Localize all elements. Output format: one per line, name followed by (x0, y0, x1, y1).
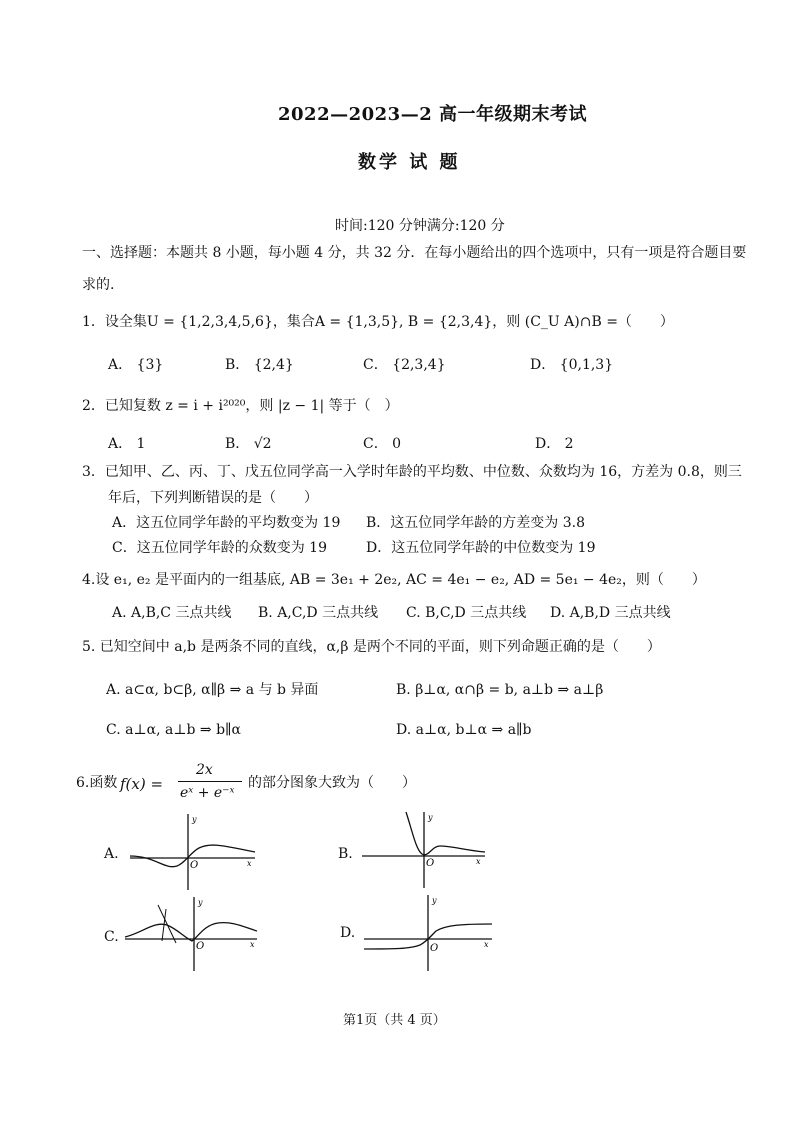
graph-b (360, 810, 490, 890)
question-3-stem-line2: 年后，下列判断错误的是（ ） (108, 490, 318, 506)
q5-option-b: B. β⊥α, α∩β = b, a⊥b ⇒ a⊥β (396, 682, 604, 698)
time-info: 时间:120 分钟满分:120 分 (335, 218, 505, 234)
graph-c-curve (125, 923, 257, 941)
question-4-stem: 4.设 e₁, e₂ 是平面内的一组基底, AB = 3e₁ + 2e₂, AC = 4e₁ − e₂, AD = 5e₁ − 4e₂，则（ ） (82, 572, 706, 588)
q3-option-d: D．这五位同学年龄的中位数变为 19 (366, 540, 596, 556)
question-3-stem-line1: 3．已知甲、乙、丙、丁、戊五位同学高一入学时年龄的平均数、中位数、众数均为 16，方差为 0.8，则三 (82, 464, 742, 480)
q2-option-a: A． 1 (108, 436, 146, 452)
question-6-func-lhs: f(x) = (120, 775, 164, 793)
question-1-stem: 1．设全集U = {1,2,3,4,5,6}，集合A = {1,3,5}, B = {2,3,4}，则 (C_U A)∩B =（ ） (82, 314, 674, 330)
question-6-stem-suffix: 的部分图象大致为（ ） (248, 775, 416, 791)
graph-d-y-label: y (432, 896, 437, 905)
exam-subtitle: 数学 试 题 (358, 152, 461, 173)
q4-option-c: C. B,C,D 三点共线 (406, 605, 527, 621)
q4-option-d: D. A,B,D 三点共线 (550, 605, 671, 621)
q1-option-c: C． {2,3,4} (363, 357, 446, 373)
q5-option-a: A. a⊂α, b⊂β, α∥β ⇒ a 与 b 异面 (106, 682, 319, 698)
graph-c-origin: O (196, 941, 205, 952)
q2-option-b: B． √2 (225, 436, 272, 452)
graph-d-x-label: x (484, 940, 489, 949)
q5-option-d: D. a⊥α, b⊥α ⇒ a∥b (396, 722, 532, 738)
graph-b-curve (406, 812, 485, 855)
graph-c-y-label: y (198, 898, 203, 907)
question-2-stem: 2．已知复数 z = i + i²⁰²⁰，则 |z − 1| 等于（ ） (82, 398, 399, 414)
question-6-stem-prefix: 6.函数 (76, 775, 118, 791)
graph-b-x-label: x (476, 857, 481, 866)
exam-title: 2022—2023—2 高一年级期末考试 (278, 104, 587, 125)
q3-option-a: A．这五位同学年龄的平均数变为 19 (112, 515, 341, 531)
q2-option-d: D． 2 (535, 436, 574, 452)
q3-option-c: C．这五位同学年龄的众数变为 19 (112, 540, 327, 556)
graph-a-origin: O (190, 860, 199, 871)
section-instruction-line2: 求的. (82, 277, 115, 293)
graph-c-x-label: x (250, 940, 255, 949)
graph-d-origin: O (430, 943, 439, 954)
graph-b-origin: O (426, 858, 435, 869)
q1-option-d: D． {0,1,3} (530, 357, 614, 373)
q6-option-d-label: D. (340, 925, 356, 941)
graph-a-y-label: y (192, 815, 197, 824)
graph-d (362, 893, 497, 973)
q1-option-a: A． {3} (108, 357, 164, 373)
q4-option-a: A. A,B,C 三点共线 (112, 605, 232, 621)
q3-option-b: B．这五位同学年龄的方差变为 3.8 (366, 515, 586, 531)
q2-option-c: C． 0 (363, 436, 402, 452)
question-6-func-numerator: 2x (196, 762, 213, 778)
section-instruction-line1: 一、选择题：本题共 8 小题，每小题 4 分，共 32 分．在每小题给出的四个选项中，只有一项是符合题目要 (82, 245, 747, 261)
q6-option-b-label: B. (338, 846, 353, 862)
page-footer: 第1页（共 4 页） (343, 1013, 446, 1028)
graph-a (125, 812, 265, 892)
q1-option-b: B． {2,4} (225, 357, 294, 373)
graph-a-x-label: x (247, 859, 252, 868)
graph-b-y-label: y (428, 813, 433, 822)
fraction-bar (178, 781, 242, 782)
q4-option-b: B. A,C,D 三点共线 (258, 605, 379, 621)
q6-option-c-label: C. (104, 929, 119, 945)
q5-option-c: C. a⊥α, a⊥b ⇒ b∥α (106, 722, 241, 738)
question-6-func-denominator: eˣ + e⁻ˣ (180, 785, 235, 801)
graph-c (122, 893, 262, 973)
q6-option-a-label: A. (104, 846, 119, 862)
question-5-stem: 5. 已知空间中 a,b 是两条不同的直线，α,β 是两个不同的平面，则下列命题正确的是（ ） (82, 639, 661, 655)
